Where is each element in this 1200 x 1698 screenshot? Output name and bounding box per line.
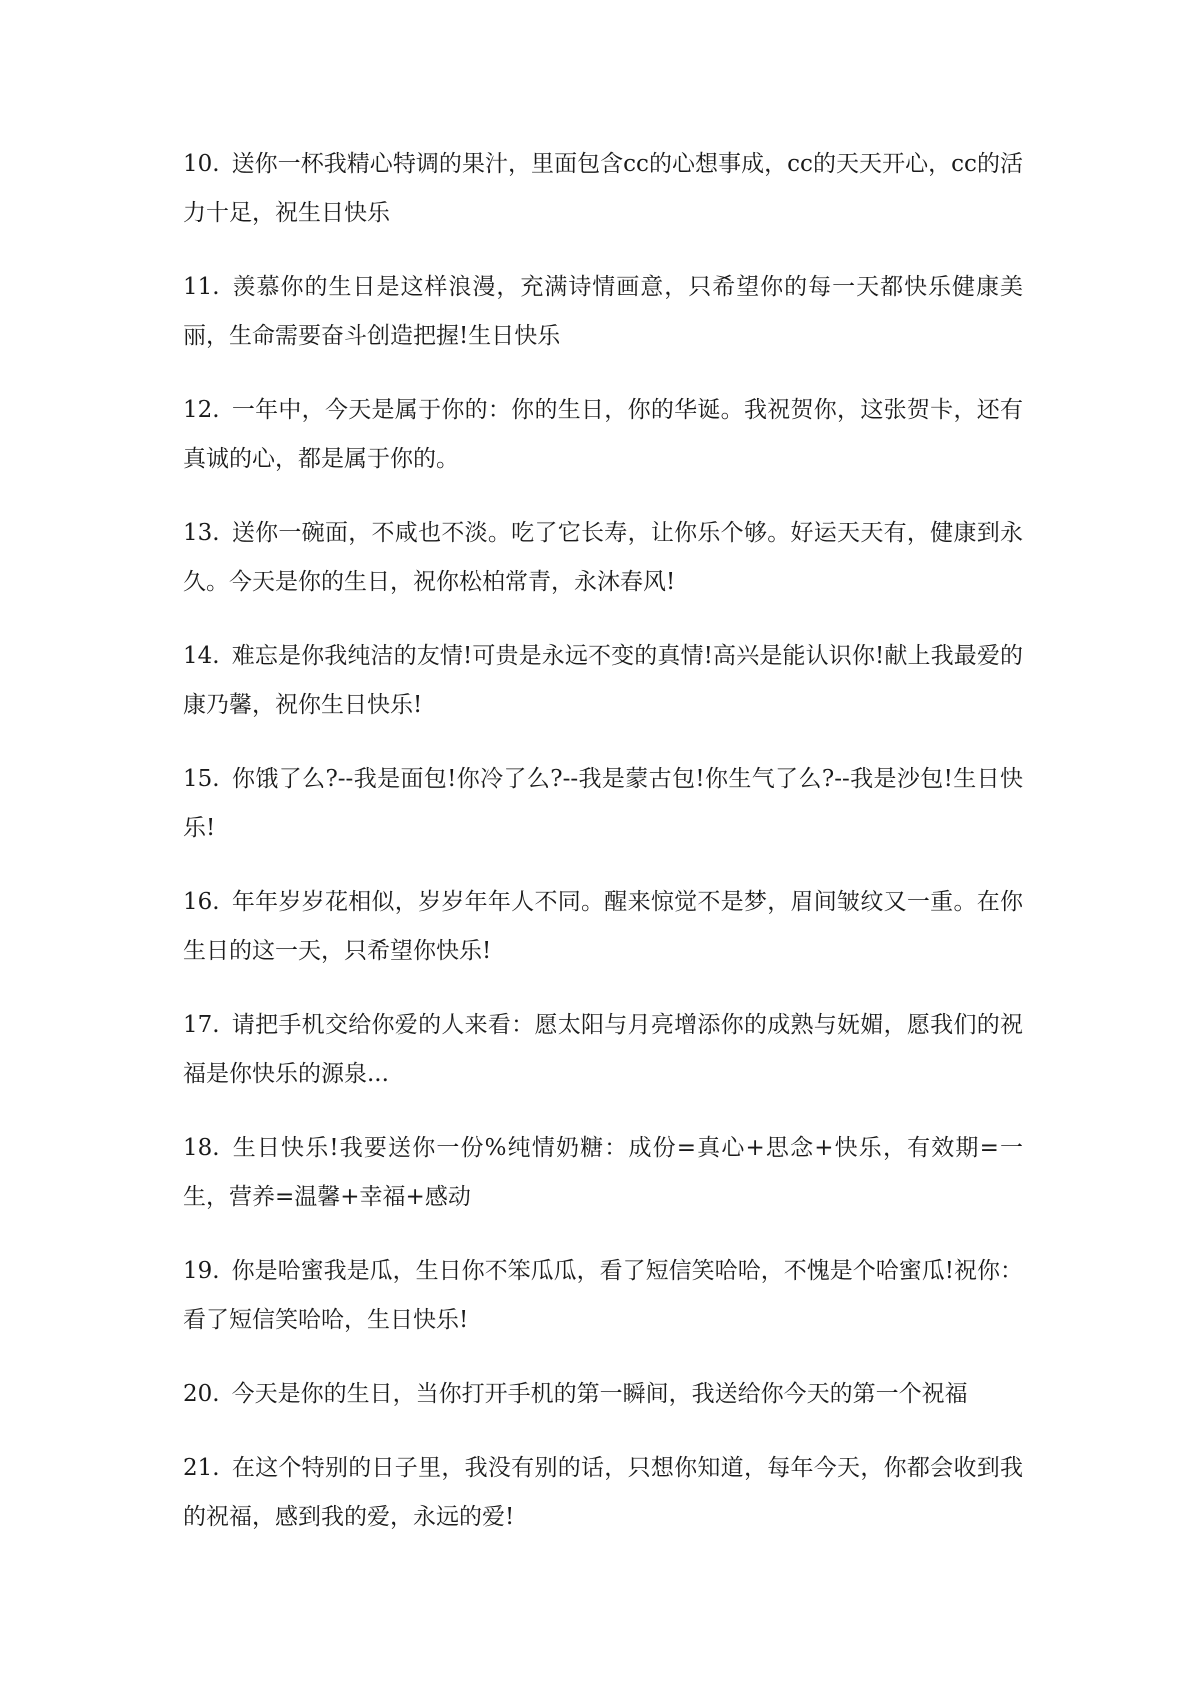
entry-number: 11. [183, 274, 220, 300]
entry-text: 今天是你的生日，当你打开手机的第一瞬间，我送给你今天的第一个祝福 [231, 1381, 968, 1407]
entry-text: 难忘是你我纯洁的友情!可贵是永远不变的真情!高兴是能认识你!献上我最爱的康乃馨，祝你生日快乐! [183, 643, 1023, 718]
list-item [183, 509, 1023, 607]
list-item [183, 632, 1023, 730]
list-item [183, 1247, 1023, 1345]
entry-text: 送你一碗面，不咸也不淡。吃了它长寿，让你乐个够。好运天天有，健康到永久。今天是你的生日，祝你松柏常青，永沐春风! [183, 520, 1023, 595]
entry-number: 18. [183, 1135, 220, 1161]
entry-text: 生日快乐!我要送你一份%纯情奶糖：成份=真心+思念+快乐，有效期=一生，营养=温馨+幸福+感动 [183, 1135, 1023, 1210]
list-item [183, 1444, 1023, 1542]
list-item [183, 1124, 1023, 1222]
entry-number: 21. [183, 1455, 220, 1481]
entry-text: 羡慕你的生日是这样浪漫，充满诗情画意，只希望你的每一天都快乐健康美丽，生命需要奋斗创造把握!生日快乐 [183, 274, 1023, 349]
entry-number: 20. [183, 1381, 220, 1407]
entry-text: 送你一杯我精心特调的果汁，里面包含cc的心想事成，cc的天天开心，cc的活力十足，祝生日快乐 [183, 151, 1023, 226]
list-item [183, 1370, 1023, 1419]
entry-text: 请把手机交给你爱的人来看：愿太阳与月亮增添你的成熟与妩媚，愿我们的祝福是你快乐的源泉... [183, 1012, 1023, 1087]
entry-number: 13. [183, 520, 220, 546]
entry-number: 16. [183, 889, 220, 915]
entry-text: 年年岁岁花相似，岁岁年年人不同。醒来惊觉不是梦，眉间皱纹又一重。在你生日的这一天，只希望你快乐! [183, 889, 1023, 964]
list-item [183, 386, 1023, 484]
list-item [183, 140, 1023, 238]
entry-number: 15. [183, 766, 220, 792]
entry-number: 19. [183, 1258, 220, 1284]
entry-text: 在这个特别的日子里，我没有别的话，只想你知道，每年今天，你都会收到我的祝福，感到我的爱，永远的爱! [183, 1455, 1023, 1530]
entry-text: 你饿了么?--我是面包!你冷了么?--我是蒙古包!你生气了么?--我是沙包!生日快乐! [183, 766, 1023, 841]
entry-text: 一年中，今天是属于你的：你的生日，你的华诞。我祝贺你，这张贺卡，还有真诚的心，都是属于你的。 [183, 397, 1023, 472]
entry-number: 10. [183, 151, 220, 177]
list-item [183, 263, 1023, 361]
entry-number: 17. [183, 1012, 220, 1038]
entry-text: 你是哈蜜我是瓜，生日你不笨瓜瓜，看了短信笑哈哈，不愧是个哈蜜瓜!祝你：看了短信笑哈哈，生日快乐! [183, 1258, 1023, 1333]
entry-list [183, 140, 1023, 1567]
entry-number: 14. [183, 643, 220, 669]
list-item [183, 878, 1023, 976]
entry-number: 12. [183, 397, 220, 423]
list-item [183, 755, 1023, 853]
list-item [183, 1001, 1023, 1099]
